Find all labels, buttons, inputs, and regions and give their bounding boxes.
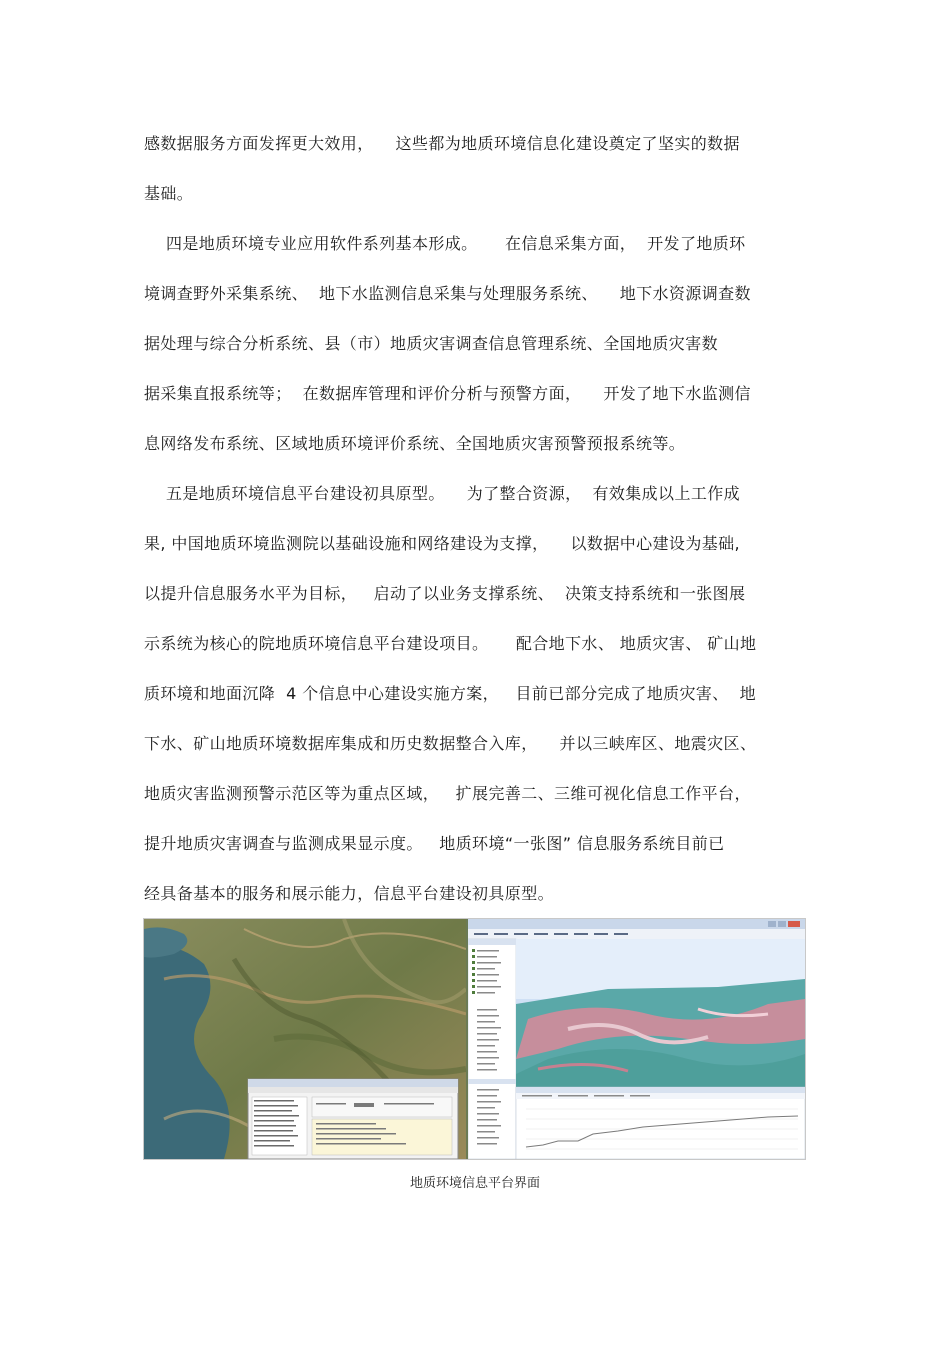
text-line-3: 四是地质环境专业应用软件系列基本形成。 在信息采集方面， 开发了地质环	[144, 234, 746, 253]
text-line-16: 经具备基本的服务和展示能力，信息平台建设初具原型。	[144, 884, 555, 903]
text-line-5: 据处理与综合分析系统、县（市）地质灾害调查信息管理系统、全国地质灾害数	[144, 334, 719, 353]
text-line-12: 质环境和地面沉降 4 个信息中心建设实施方案， 目前已部分完成了地质灾害、 地	[144, 684, 757, 703]
satellite-map-image	[144, 919, 466, 1159]
figure-caption: 地质环境信息平台界面	[409, 1176, 540, 1191]
text-line-8: 五是地质环境信息平台建设初具原型。 为了整合资源， 有效集成以上工作成	[144, 484, 741, 503]
text-line-13: 下水、矿山地质环境数据库集成和历史数据整合入库， 并以三峡库区、地震灾区、	[144, 734, 757, 753]
text-line-9: 果, 中国地质环境监测院以基础设施和网络建设为支撑， 以数据中心建设为基础,	[144, 534, 741, 553]
text-line-14: 地质灾害监测预警示范区等为重点区域， 扩展完善二、三维可视化信息工作平台，	[144, 784, 751, 803]
platform-screenshot-figure	[143, 918, 806, 1160]
text-line-6: 据采集直报系统等； 在数据库管理和评价分析与预警方面， 开发了地下水监测信	[144, 384, 751, 403]
platform-app-window	[468, 919, 805, 1159]
text-line-2: 基础。	[144, 184, 194, 203]
text-line-1: 感数据服务方面发挥更大效用， 这些都为地质环境信息化建设奠定了坚实的数据	[144, 134, 740, 153]
text-line-10: 以提升信息服务水平为目标， 启动了以业务支撑系统、 决策支持系统和一张图展	[144, 584, 746, 603]
text-line-4: 境调查野外采集系统、 地下水监测信息采集与处理服务系统、 地下水资源调查数	[144, 284, 751, 303]
text-line-11: 示系统为核心的院地质环境信息平台建设项目。 配合地下水、 地质灾害、 矿山地	[144, 634, 757, 653]
text-line-15: 提升地质灾害调查与监测成果显示度。 地质环境“一张图” 信息服务系统目前已	[144, 834, 725, 853]
text-line-7: 息网络发布系统、区域地质环境评价系统、全国地质灾害预警预报系统等。	[144, 434, 686, 453]
